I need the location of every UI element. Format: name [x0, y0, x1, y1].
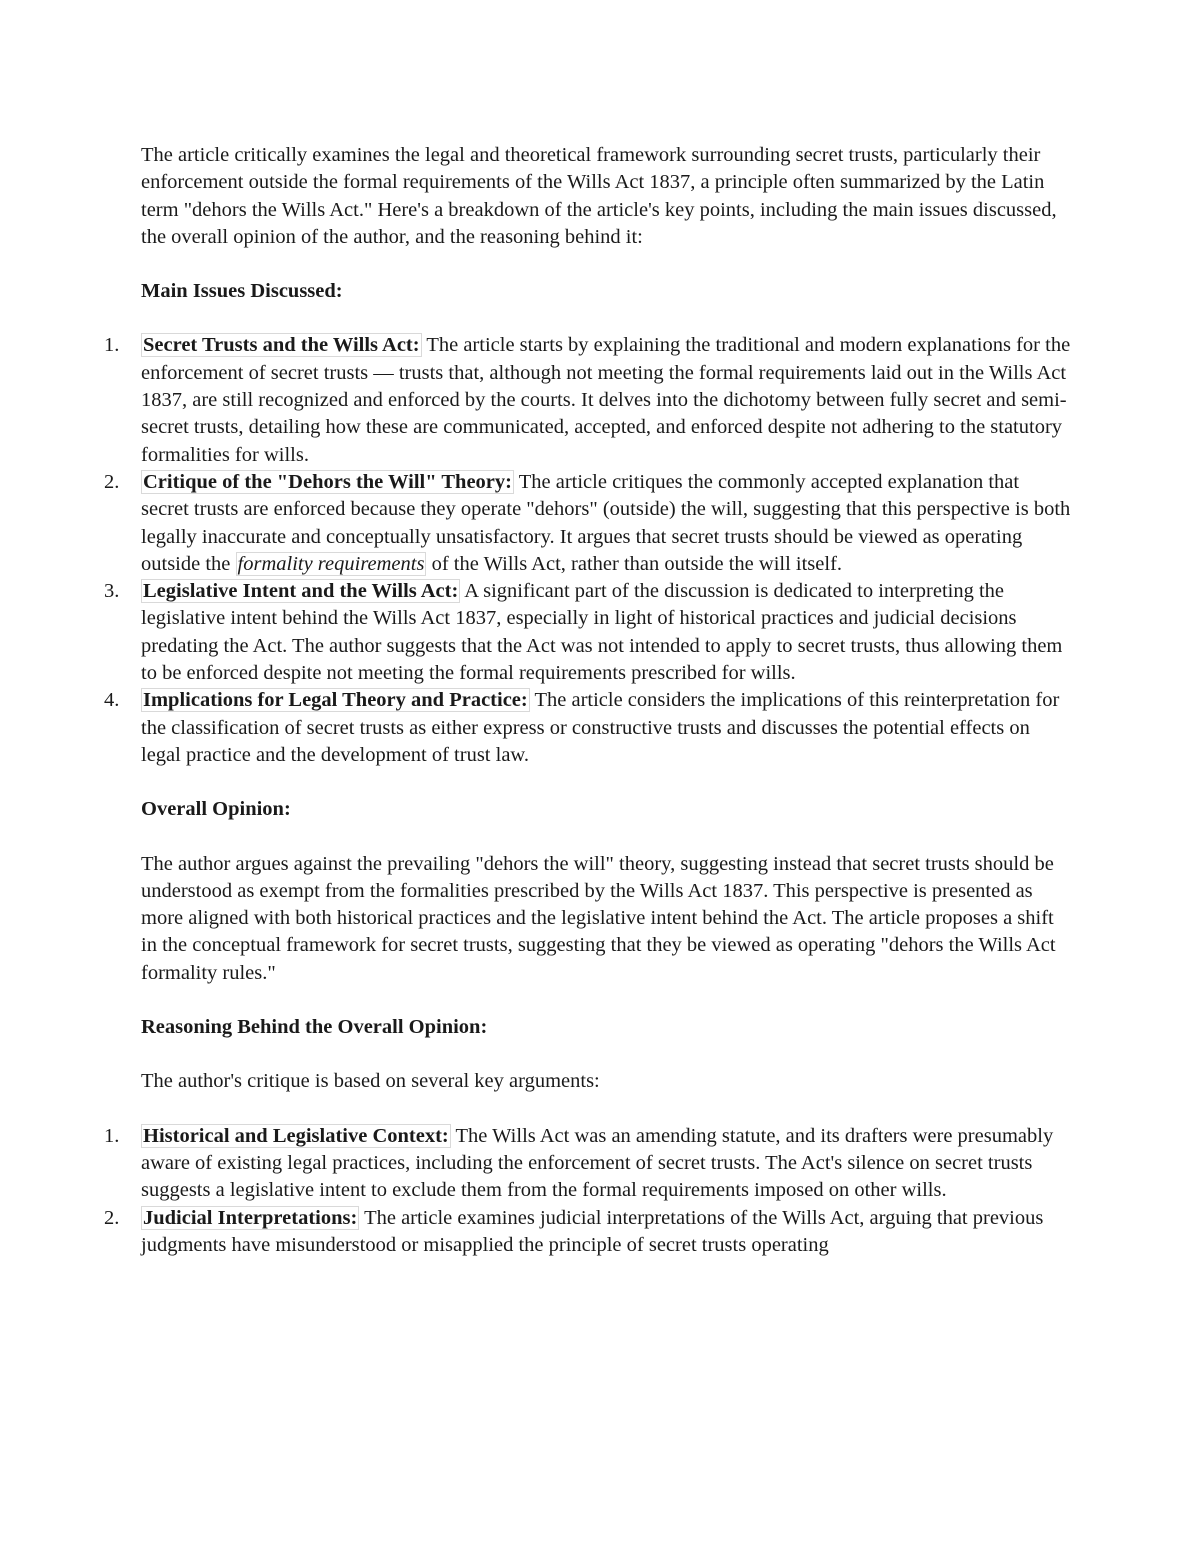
- list-item-number: 3.: [104, 580, 120, 603]
- list-item-text: The article examines judicial interpretations of the Wills Act, arguing that previous judgments have misunderstood or misapplied the principle of secret trusts operating: [141, 1206, 1044, 1256]
- main-issues-heading: Main Issues Discussed:: [141, 280, 343, 303]
- list-item-text-continued: of the Wills Act, rather than outside the will itself.: [426, 552, 843, 575]
- list-item-text: The article considers the implications of this reinterpretation for the classification of secret trusts as either express or constructive trusts and discusses the potential effects on legal practice and the development of trust law.: [141, 689, 1060, 766]
- list-item: [104, 687, 1071, 769]
- list-item-emphasis: formality requirements: [237, 552, 425, 575]
- overall-opinion-paragraph: The author argues against the prevailing "dehors the will" theory, suggesting instead that secret trusts should be understood as exempt from the formalities prescribed by the Wills Act 1837. This perspective is presented as more aligned with both historical practices and the legislative intent behind the Act. The article proposes a shift in the conceptual framework for secret trusts, suggesting that they be viewed as operating "dehors the Wills Act formality rules.": [141, 852, 1056, 984]
- list-item-number: 1.: [104, 1124, 120, 1147]
- intro-paragraph: The article critically examines the legal and theoretical framework surrounding secret trusts, particularly their enforcement outside the formal requirements of the Wills Act 1837, a principle often summarized by the Latin term "dehors the Wills Act." Here's a breakdown of the article's key points, including the main issues discussed, the overall opinion of the author, and the reasoning behind it:: [141, 144, 1057, 248]
- list-item-number: 4.: [104, 689, 120, 712]
- list-item-term: Secret Trusts and the Wills Act:: [143, 334, 420, 357]
- list-item-number: 2.: [104, 470, 120, 493]
- list-item-term: Legislative Intent and the Wills Act:: [143, 580, 459, 603]
- list-item: [104, 578, 1071, 687]
- list-item-term: Critique of the "Dehors the Will" Theory:: [143, 470, 512, 493]
- main-issues-list: [104, 332, 1071, 769]
- list-item-text: The article starts by explaining the traditional and modern explanations for the enforcement of secret trusts — trusts that, although not meeting the formal requirements laid out in the Wills Act 1837, are still recognized and enforced by the courts. It delves into the dichotomy between fully secret and semi-secret trusts, detailing how these are communicated, accepted, and enforced despite not adhering to the statutory formalities for wills.: [141, 334, 1071, 466]
- list-item-number: 1.: [104, 334, 120, 357]
- list-item: [104, 1123, 1071, 1205]
- list-item-term: Implications for Legal Theory and Practice:: [143, 689, 528, 712]
- reasoning-list: [104, 1123, 1071, 1259]
- document-page: [104, 142, 1071, 1259]
- list-item-term: Historical and Legislative Context:: [143, 1124, 449, 1147]
- list-item: [104, 469, 1071, 578]
- list-item-term: Judicial Interpretations:: [143, 1206, 358, 1229]
- list-item-text: A significant part of the discussion is dedicated to interpreting the legislative intent behind the Wills Act 1837, especially in light of historical practices and judicial decisions predating the Act. The author suggests that the Act was not intended to apply to secret trusts, thus allowing them to be enforced despite not meeting the formal requirements prescribed for wills.: [141, 580, 1063, 685]
- reasoning-heading: Reasoning Behind the Overall Opinion:: [141, 1016, 488, 1039]
- list-item: [104, 332, 1071, 468]
- list-item-number: 2.: [104, 1206, 120, 1229]
- reasoning-intro: The author's critique is based on several key arguments:: [141, 1070, 600, 1093]
- overall-opinion-heading: Overall Opinion:: [141, 798, 291, 821]
- list-item-text: The article critiques the commonly accepted explanation that secret trusts are enforced because they operate "dehors" (outside) the will, suggesting that this perspective is both legally inaccurate and conceptually unsatisfactory. It argues that secret trusts should be viewed as operating outside the: [141, 470, 1071, 575]
- list-item-text: The Wills Act was an amending statute, and its drafters were presumably aware of existing legal practices, including the enforcement of secret trusts. The Act's silence on secret trusts suggests a legislative intent to exclude them from the formal requirements imposed on other wills.: [141, 1124, 1054, 1202]
- list-item: [104, 1205, 1071, 1260]
